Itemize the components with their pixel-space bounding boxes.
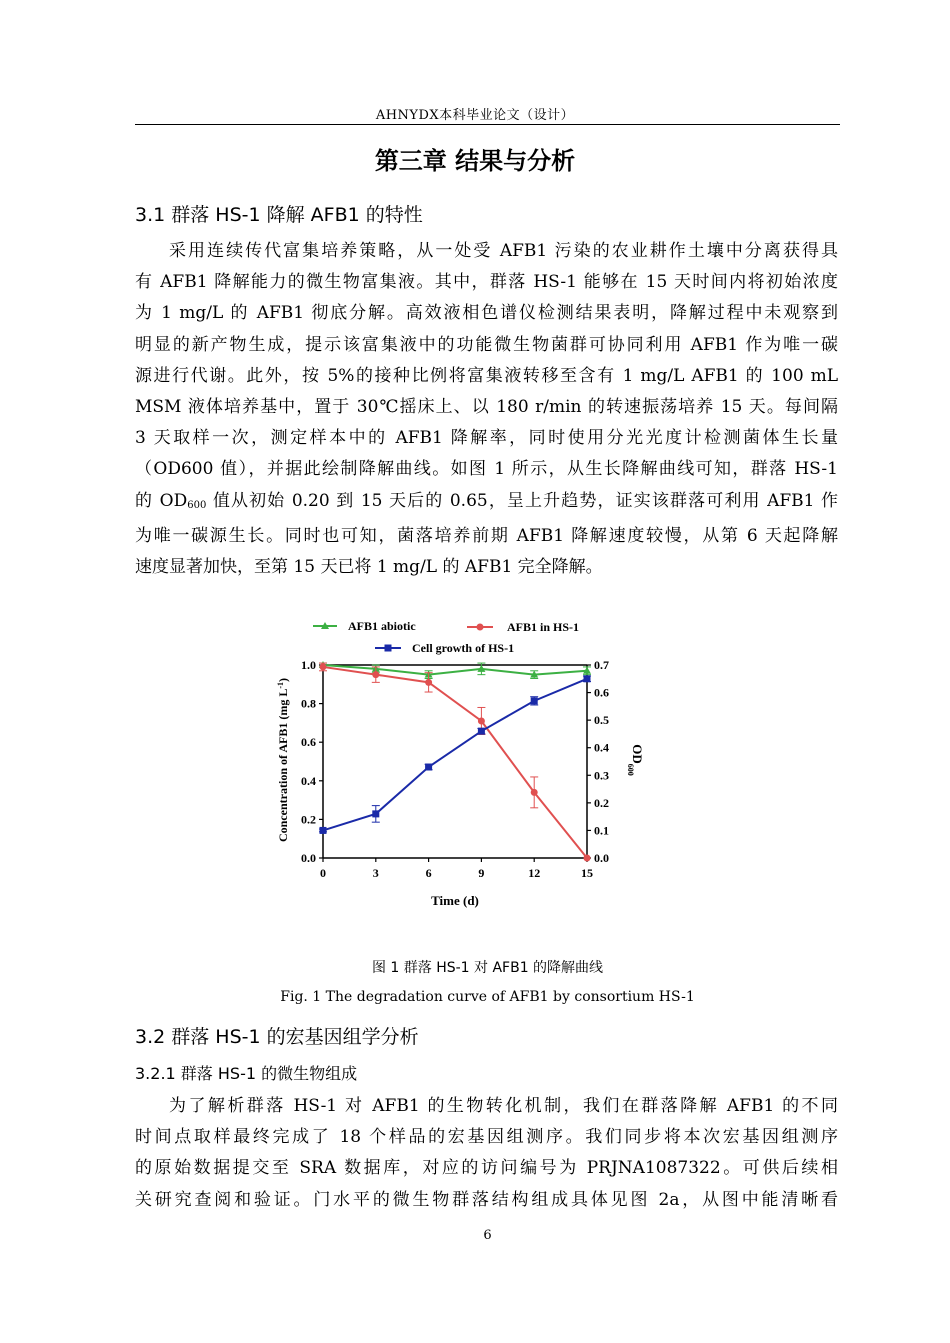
y-tick-label: 0.2 (301, 812, 316, 827)
y-tick-label: 0.8 (301, 696, 316, 711)
para-line: 有 AFB1 降解能力的微生物富集液。其中，群落 HS-1 能够在 15 天时间内将初始浓度 (135, 272, 838, 293)
x-tick-label: 3 (372, 866, 379, 880)
y2-tick-label: 0.0 (594, 851, 609, 865)
para-line (135, 486, 838, 521)
data-point-growth (425, 764, 432, 771)
y2-tick-label: 0.3 (594, 768, 609, 783)
para-line: 为唯一碳源生长。同时也可知，菌落培养前期 AFB1 降解速度较慢，从第 6 天起降解 (135, 525, 838, 546)
x-tick-label: 12 (528, 866, 541, 880)
x-tick-label: 0 (320, 866, 326, 880)
data-point-hs1 (372, 671, 379, 678)
page-number: 6 (483, 1228, 492, 1243)
chart-legend (313, 619, 579, 655)
degradation-chart (265, 610, 675, 920)
chart-ticks (301, 658, 609, 880)
para-line: 采用连续传代富集培养策略，从一处受 AFB1 污染的农业耕作土壤中分离获得具 (169, 241, 838, 261)
legend-label-abiotic: AFB1 abiotic (348, 619, 416, 633)
data-point-growth (478, 728, 485, 735)
y-axis-label-close: ) (276, 678, 290, 682)
y2-axis-label (627, 744, 646, 776)
section-3-1-paragraph (135, 236, 838, 583)
section-3-2-1-title: 3.2.1 群落 HS-1 的微生物组成 (135, 1064, 358, 1083)
y2-tick-label: 0.2 (594, 795, 609, 810)
y-tick-label: 1.0 (301, 658, 316, 672)
data-point-growth (320, 827, 327, 834)
para-line: 为了解析群落 HS-1 对 AFB1 的生物转化机制，我们在群落降解 AFB1 的不同 (169, 1096, 838, 1116)
y-tick-label: 0.4 (301, 773, 316, 788)
figure-1 (265, 610, 675, 920)
legend-marker-growth (385, 645, 392, 652)
para-line: 源进行代谢。此外，按 5%的接种比例将富集液转移至含有 1 mg/L AFB1 的 100 mL (135, 365, 838, 386)
x-axis-label: Time (d) (431, 893, 479, 908)
legend-marker-hs1 (477, 624, 484, 631)
y2-tick-label: 0.1 (594, 823, 609, 838)
legend-label-growth: Cell growth of HS-1 (412, 641, 515, 655)
data-point-growth (372, 810, 379, 817)
y-tick-label: 0.6 (301, 735, 316, 750)
y2-axis-label-sub: 600 (626, 763, 636, 776)
para-line: 速度显著加快，至第 15 天已将 1 mg/L 的 AFB1 完全降解。 (135, 557, 603, 578)
para-text: 的 OD (135, 490, 188, 511)
section-3-2-title: 3.2 群落 HS-1 的宏基因组学分析 (135, 1026, 419, 1048)
data-point-hs1 (584, 855, 591, 862)
section-3-2-1-paragraph (135, 1091, 838, 1216)
x-tick-label: 6 (425, 866, 432, 880)
y-axis-label (276, 678, 291, 842)
chapter-title: 第三章 结果与分析 (374, 147, 576, 175)
para-line: 关研究查阅和验证。门水平的微生物群落结构组成具体见图 2a，从图中能清晰看 (135, 1189, 838, 1210)
data-point-hs1 (320, 663, 327, 670)
y2-tick-label: 0.7 (594, 658, 609, 672)
y2-tick-label: 0.5 (594, 713, 609, 728)
data-point-hs1 (425, 679, 432, 686)
figure-caption-en: Fig. 1 The degradation curve of AFB1 by consortium HS-1 (280, 989, 695, 1005)
y-axis-label-sup: -1 (275, 682, 285, 689)
data-point-growth (531, 697, 538, 704)
data-point-hs1 (531, 789, 538, 796)
y-axis-label-text: Concentration of AFB1 (mg L (276, 688, 290, 842)
header-rule (135, 124, 840, 125)
subscript: 600 (187, 499, 207, 511)
y-tick-label: 0.0 (301, 851, 316, 865)
x-tick-label: 15 (581, 866, 593, 880)
para-line: 为 1 mg/L 的 AFB1 彻底分解。高效液相色谱仪检测结果表明，降解过程中未观察到 (135, 303, 838, 324)
section-3-1-title: 3.1 群落 HS-1 降解 AFB1 的特性 (135, 204, 423, 226)
legend-label-hs1: AFB1 in HS-1 (507, 620, 580, 634)
para-line: MSM 液体培养基中，置于 30℃摇床上、以 180 r/min 的转速振荡培养 15 天。每间隔 (135, 397, 838, 418)
y2-axis-label-text: OD (630, 744, 645, 764)
para-line: 3 天取样一次，测定样本中的 AFB1 降解率，同时使用分光光度计检测菌体生长量 (135, 428, 838, 449)
figure-caption-cn: 图 1 群落 HS-1 对 AFB1 的降解曲线 (371, 960, 604, 976)
para-text: 值从初始 0.20 到 15 天后的 0.65，呈上升趋势，证实该群落可利用 AFB1 作 (206, 490, 838, 511)
y2-tick-label: 0.6 (594, 685, 609, 700)
para-line: 的原始数据提交至 SRA 数据库，对应的访问编号为 PRJNA1087322。可供后续相 (135, 1158, 838, 1179)
para-line: 时间点取样最终完成了 18 个样品的宏基因组测序。我们同步将本次宏基因组测序 (135, 1127, 838, 1148)
data-point-growth (584, 675, 591, 682)
chart-axes (323, 665, 587, 858)
running-header: AHNYDX本科毕业论文（设计） (375, 108, 575, 123)
chart-series (319, 661, 591, 862)
y2-tick-label: 0.4 (594, 740, 609, 755)
data-point-hs1 (478, 717, 485, 724)
para-line: 明显的新产物生成，提示该富集液中的功能微生物菌群可协同利用 AFB1 作为唯一碳 (135, 334, 838, 355)
para-line: （OD600 值），并据此绘制降解曲线。如图 1 所示，从生长降解曲线可知，群落 HS-1 (135, 459, 838, 480)
x-tick-label: 9 (478, 866, 485, 880)
